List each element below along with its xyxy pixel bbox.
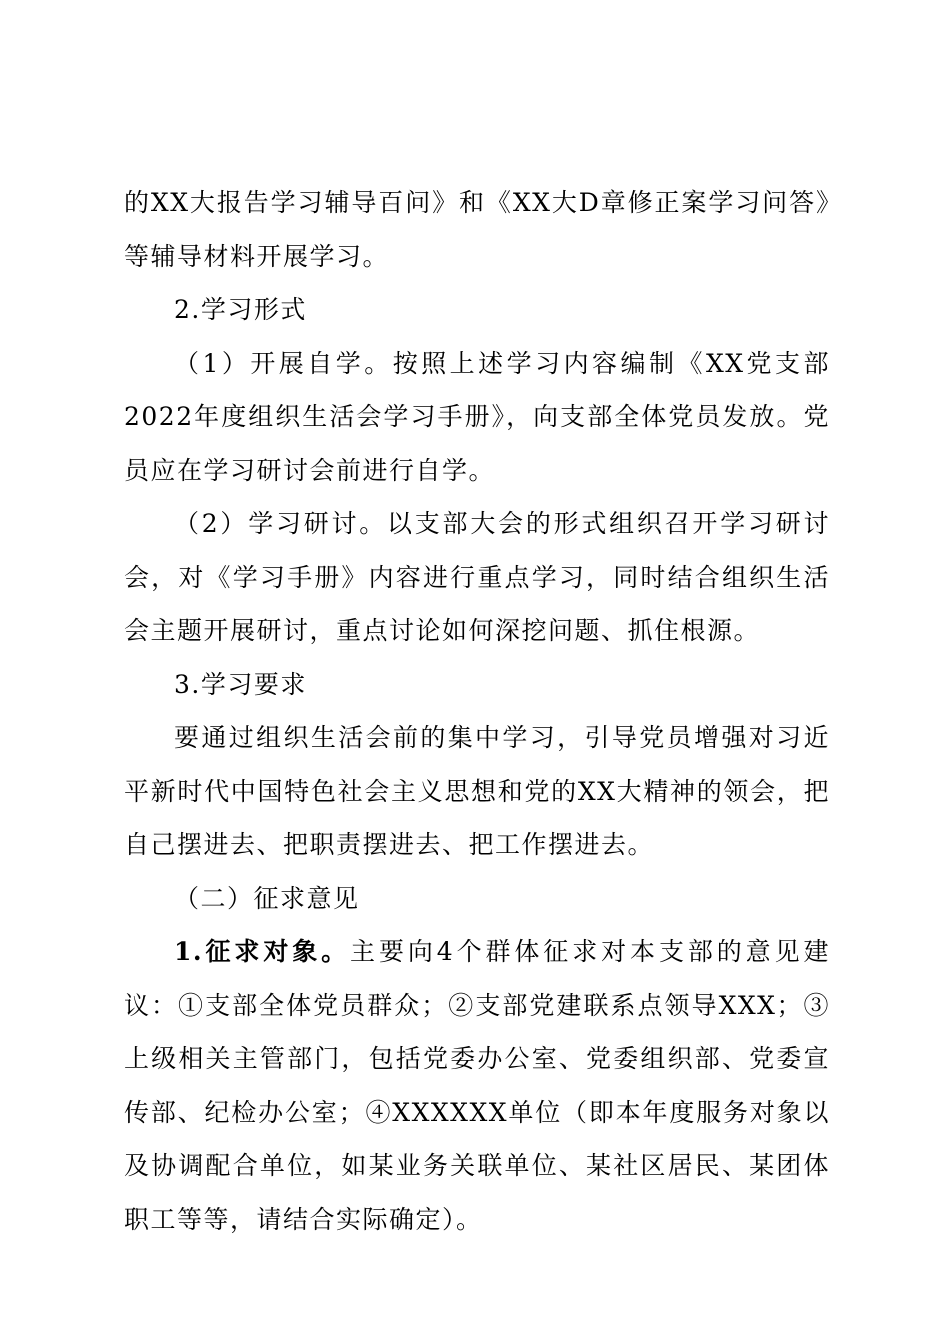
solicit-targets-body: 主要向4个群体征求对本支部的意见建议：①支部全体党员群众；②支部党建联系点领导XXX；③上级相关主管部门，包括党委办公室、党委组织部、党委宣传部、纪检办公室；④XXXXXX单位（即本年度服务对象以及协调配合单位，如某业务关联单位、某社区居民、某团体职工等等，请结合实际确定）。 (124, 937, 830, 1234)
heading-study-requirements: 3.学习要求 (174, 669, 307, 699)
paragraph-solicit-targets (124, 925, 830, 1246)
heading-solicit-opinions: （二）征求意见 (174, 883, 360, 913)
paragraph-study-discussion: （2）学习研讨。以支部大会的形式组织召开学习研讨会，对《学习手册》内容进行重点学习，同时结合组织生活会主题开展研讨，重点讨论如何深挖问题、抓住根源。 (124, 509, 830, 645)
paragraph-self-study: （1）开展自学。按照上述学习内容编制《XX党支部2022年度组织生活会学习手册》，向支部全体党员发放。党员应在学习研讨会前进行自学。 (124, 348, 830, 485)
document-body (124, 176, 830, 1246)
paragraph-study-requirements: 要通过组织生活会前的集中学习，引导党员增强对习近平新时代中国特色社会主义思想和党的XX大精神的领会，把自己摆进去、把职责摆进去、把工作摆进去。 (124, 723, 830, 859)
heading-study-form: 2.学习形式 (174, 295, 307, 324)
paragraph-study-materials: 的XX大报告学习辅导百问》和《XX大D章修正案学习问答》等辅导材料开展学习。 (124, 188, 830, 271)
solicit-targets-lead: 1.征求对象。 (174, 937, 351, 966)
